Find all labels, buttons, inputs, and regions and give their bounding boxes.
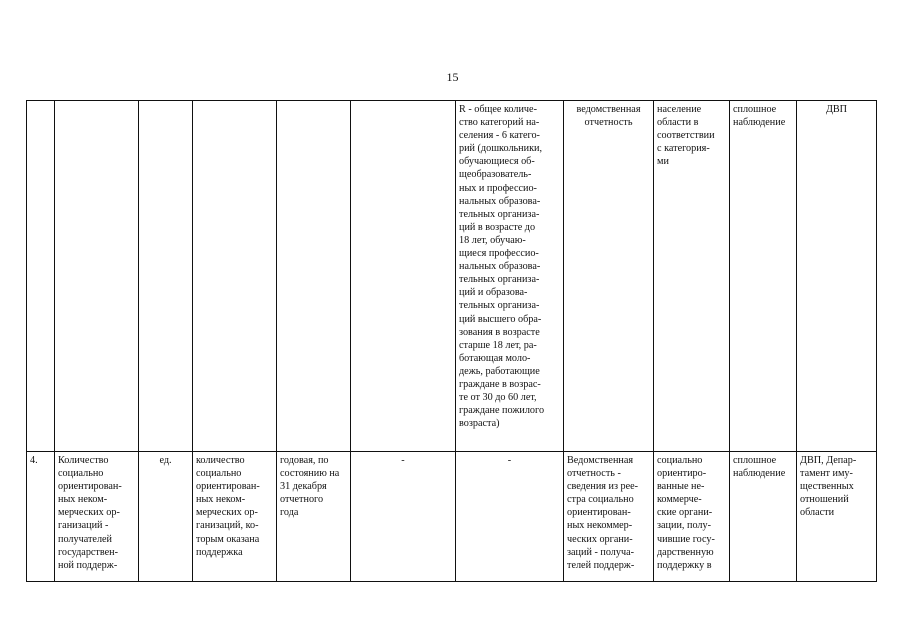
cell-responsible: ДВП (797, 101, 877, 452)
cell-data-source: Ведомственная отчетность - сведения из рее- стра социально ориентирован- ных некоммер- ческих органи- заций - получа- телей поддерж- (564, 452, 654, 582)
cell-indicators: - (456, 452, 564, 582)
cell-collection-method: сплошное наблюдение (730, 452, 797, 582)
cell-unit: ед. (139, 452, 193, 582)
table-row (27, 101, 877, 452)
cell-indicator-name (55, 101, 139, 452)
cell-periodicity: годовая, по состоянию на 31 декабря отчетного года (277, 452, 351, 582)
cell-periodicity (277, 101, 351, 452)
cell-formula: - (351, 452, 456, 582)
cell-definition (193, 101, 277, 452)
cell-indicator-name: Количество социально ориентирован- ных неком- мерческих ор- ганизаций - получателей государствен- ной поддерж- (55, 452, 139, 582)
cell-number (27, 101, 55, 452)
cell-population: население области в соответствии с категория- ми (654, 101, 730, 452)
indicator-table (26, 100, 877, 582)
cell-formula (351, 101, 456, 452)
cell-responsible: ДВП, Депар- тамент иму- щественных отношений области (797, 452, 877, 582)
cell-population: социально ориентиро- ванные не- коммерче- ские органи- зации, полу- чившие госу- дарственную поддержку в (654, 452, 730, 582)
cell-unit (139, 101, 193, 452)
cell-data-source: ведомственная отчетность (564, 101, 654, 452)
cell-indicators: R - общее количе- ство категорий на- селения - 6 катего- рий (дошкольники, обучающиеся об- щеобразователь- ных и профессио- нальных образова- тельных организа- ций в возрасте до 18 лет, обучаю- щиеся профессио- нальных образова- тельных организа- ций и образова- тельных организа- ций высшего обра- зования в возрасте старше 18 лет, ра- ботающая моло- дежь, работающие граждане в возрас- те от 30 до 60 лет, граждане пожилого возраста) (456, 101, 564, 452)
page-number: 15 (446, 70, 459, 84)
cell-number: 4. (27, 452, 55, 582)
cell-definition: количество социально ориентирован- ных неком- мерческих ор- ганизаций, ко- торым оказана поддержка (193, 452, 277, 582)
cell-collection-method: сплошное наблюдение (730, 101, 797, 452)
table-row (27, 452, 877, 582)
